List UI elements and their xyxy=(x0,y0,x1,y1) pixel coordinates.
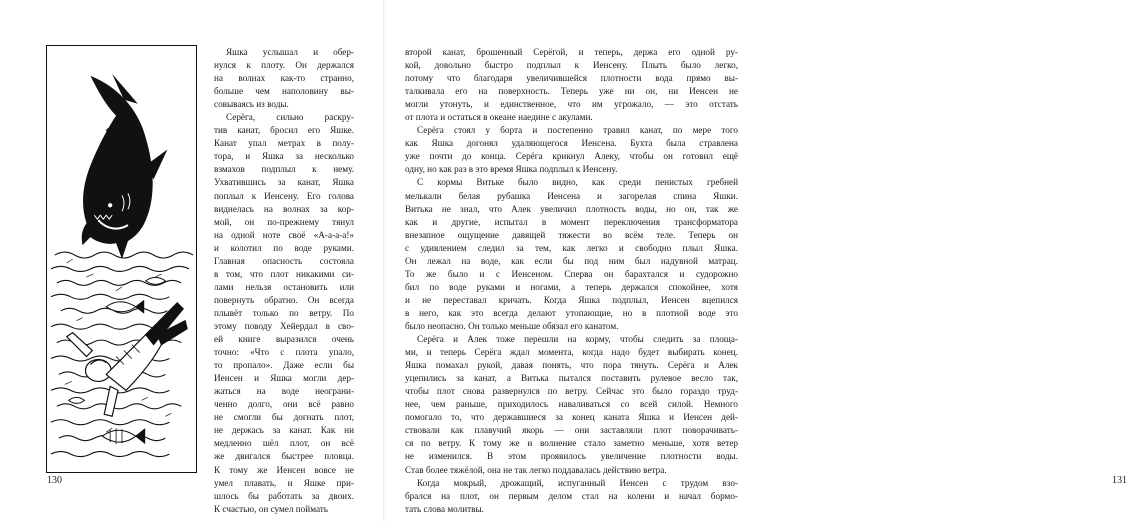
shark-icon xyxy=(82,76,153,259)
text-line: не изменился. В этом проявилось увеличение плотности воды. xyxy=(405,451,738,462)
text-line: повернуть обратно. Он всегда xyxy=(214,294,354,305)
text-line: Став более тяжёлой, она не так легко поддавалась действию ветра. xyxy=(405,464,667,475)
text-line: ствовали как плавучий якорь — они заставляли плот поворачивать- xyxy=(405,425,738,436)
text-line: уже почти до конца. Серёга крикнул Алеку, чтобы он готовил ещё xyxy=(405,151,738,162)
text-line: Серёга стоял у борта и постепенно травил канат, по мере того xyxy=(417,125,738,136)
text-line: внезапное ощущение давящей тяжести во всём теле. Теперь он xyxy=(405,229,738,240)
waves-icon xyxy=(51,252,193,457)
text-line: Витька не знал, что Алек увеличил плотность воды, но он, так же xyxy=(405,203,738,214)
text-line: плывёт только по ветру. По xyxy=(214,307,354,318)
text-line: как Яшка догонял удаляющегося Иенсена. Бухта была стравлена xyxy=(405,138,738,149)
text-line: взмахов подплыл к нему. xyxy=(214,164,354,175)
swimmer-figure xyxy=(67,303,187,416)
text-line: Серёга, сильно раскру- xyxy=(226,112,354,123)
text-line: Когда мокрый, дрожащий, испуганный Иенсен с трудом взо- xyxy=(417,477,738,488)
text-line: потому что благодаря увеличившейся плотности вода прямо вы- xyxy=(405,73,738,84)
text-line: ми, и теперь Серёга ждал момента, когда надо будет выбирать конец. xyxy=(405,347,738,358)
text-line: в том, что плот никакими си- xyxy=(214,268,354,279)
left-page-text xyxy=(214,46,354,516)
text-line: К тому же Иенсен вовсе не xyxy=(214,464,354,475)
text-line: виднелась на волнах за кор- xyxy=(214,203,354,214)
text-line: могли утонуть, и единственное, что им угрожало, — это отстать xyxy=(405,99,738,110)
text-line: второй канат, брошенный Серёгой, и теперь, держа его одной ру- xyxy=(405,47,738,57)
text-line: уцепились за канат, а Витька пытался поставить рулевое весло так, xyxy=(405,373,738,384)
text-line: было неопасно. Он только меньше обязал его канатом. xyxy=(405,320,619,331)
page-number-right: 131 xyxy=(1112,475,1127,486)
text-line: талкивала его на поверхность. Теперь уже ни он, ни Иенсен не xyxy=(405,86,738,97)
page-number-left: 130 xyxy=(47,475,62,486)
text-line: лами нельзя остановить или xyxy=(214,281,354,292)
text-line: шлось бы работать за двоих. xyxy=(214,490,354,501)
text-line: ченно долго, они всё равно xyxy=(214,399,354,410)
text-line: тив канат, бросил его Яшке. xyxy=(214,125,354,136)
text-line: К счастью, он сумел поймать xyxy=(214,503,328,514)
text-line: Он лежал на воде, как если бы под ним был надувной матрац. xyxy=(405,255,738,266)
text-line: Канат упал метрах в полу- xyxy=(214,138,354,149)
text-line: тора, и Яшка за несколько xyxy=(214,151,354,162)
text-line: Яшка помахал рукой, давая понять, что пора тянуть. Серёга и Алек xyxy=(405,360,738,371)
text-line: больше чем наполовину вы- xyxy=(214,86,354,97)
text-line: же двигался быстрее пловца. xyxy=(214,451,354,462)
text-line: с удивлением следил за тем, как легко и свободно плыл Яшка. xyxy=(405,242,738,253)
text-line: Яшка услышал и обер- xyxy=(226,47,354,57)
text-line: мелькали белая рубашка Иенсена и загорелая спина Яшки. xyxy=(405,190,738,201)
left-page xyxy=(0,0,384,521)
text-line: медленно шёл плот, он всё xyxy=(214,438,354,449)
text-line: точно: «Что с плота упало, xyxy=(214,347,354,358)
text-line: на одной ноте своё «А-а-а-а!» xyxy=(214,229,354,240)
text-line: кой, довольно быстро подплыл к Иенсену. Плыть было легко, xyxy=(405,60,738,71)
text-line: от плота и остаться в океане наедине с акулами. xyxy=(405,112,593,123)
text-line: этому поводу Хейердал в сво- xyxy=(214,320,354,331)
text-line: не смогли бы догнать плот, xyxy=(214,412,354,423)
text-line: ся по ветру. К тому же и волнение стало заметно меньше, хотя ветер xyxy=(405,438,738,449)
text-line: С кормы Витьке было видно, как среди пенистых гребней xyxy=(417,177,738,188)
text-line: Главная опасность состояла xyxy=(214,255,354,266)
text-line: Иенсен и Яшка могли дер- xyxy=(214,373,354,384)
text-line: мой, он по-прежнему тянул xyxy=(214,216,354,227)
text-line: как и другие, испытал в момент переключения трансформатора xyxy=(405,216,738,227)
text-line: бил по воде руками и ногами, а теперь держался спокойнее, хотя xyxy=(405,281,738,292)
text-line: жаться на воде неограни- xyxy=(214,386,354,397)
text-line: и колотил по воде руками. xyxy=(214,242,354,253)
illustration-drawing xyxy=(47,46,196,472)
text-line: и не переставал кричать. Когда Яшка подплыл, Иенсен вцепился xyxy=(405,294,738,305)
text-line: Серёга и Алек тоже перешли на корму, чтобы следить за площа- xyxy=(417,334,738,345)
text-line: ей книге выразился очень xyxy=(214,334,354,345)
text-line: помогало то, что державшиеся за конец каната Яшка и Иенсен дей- xyxy=(405,412,738,423)
text-line: тать слова молитвы. xyxy=(405,503,484,514)
text-line: то пропало». Даже если бы xyxy=(214,360,354,371)
text-line: совываясь из воды. xyxy=(214,99,289,110)
shark-illustration xyxy=(46,45,197,473)
text-line: одну, но как раз в это время Яшка подплыл к Иенсену. xyxy=(405,164,618,175)
text-line: в него, как это всегда делают утопающие, но в плотной воде это xyxy=(405,307,738,318)
text-line: чтобы плот снова развернулся по ветру. Сейчас это было гораздо труд- xyxy=(405,386,738,397)
text-line: Ухватившись за канат, Яшка xyxy=(214,177,354,188)
text-line: на волнах как-то странно, xyxy=(214,73,354,84)
text-line: нее, чем раньше, приходилось наваливаться со всей силой. Немного xyxy=(405,399,738,410)
text-line: не держась за канат. Как ни xyxy=(214,425,354,436)
right-page-text xyxy=(405,46,738,516)
text-line: умел плавать, и Яшке при- xyxy=(214,477,354,488)
text-line: брался на плот, он первым делом стал на колени и начал бормо- xyxy=(405,490,738,501)
text-line: То же было и с Иенсеном. Сперва он барахтался и судорожно xyxy=(405,268,738,279)
text-line: поплыл к Иенсену. Его голова xyxy=(214,190,354,201)
text-line: нулся к плоту. Он держался xyxy=(214,60,354,71)
